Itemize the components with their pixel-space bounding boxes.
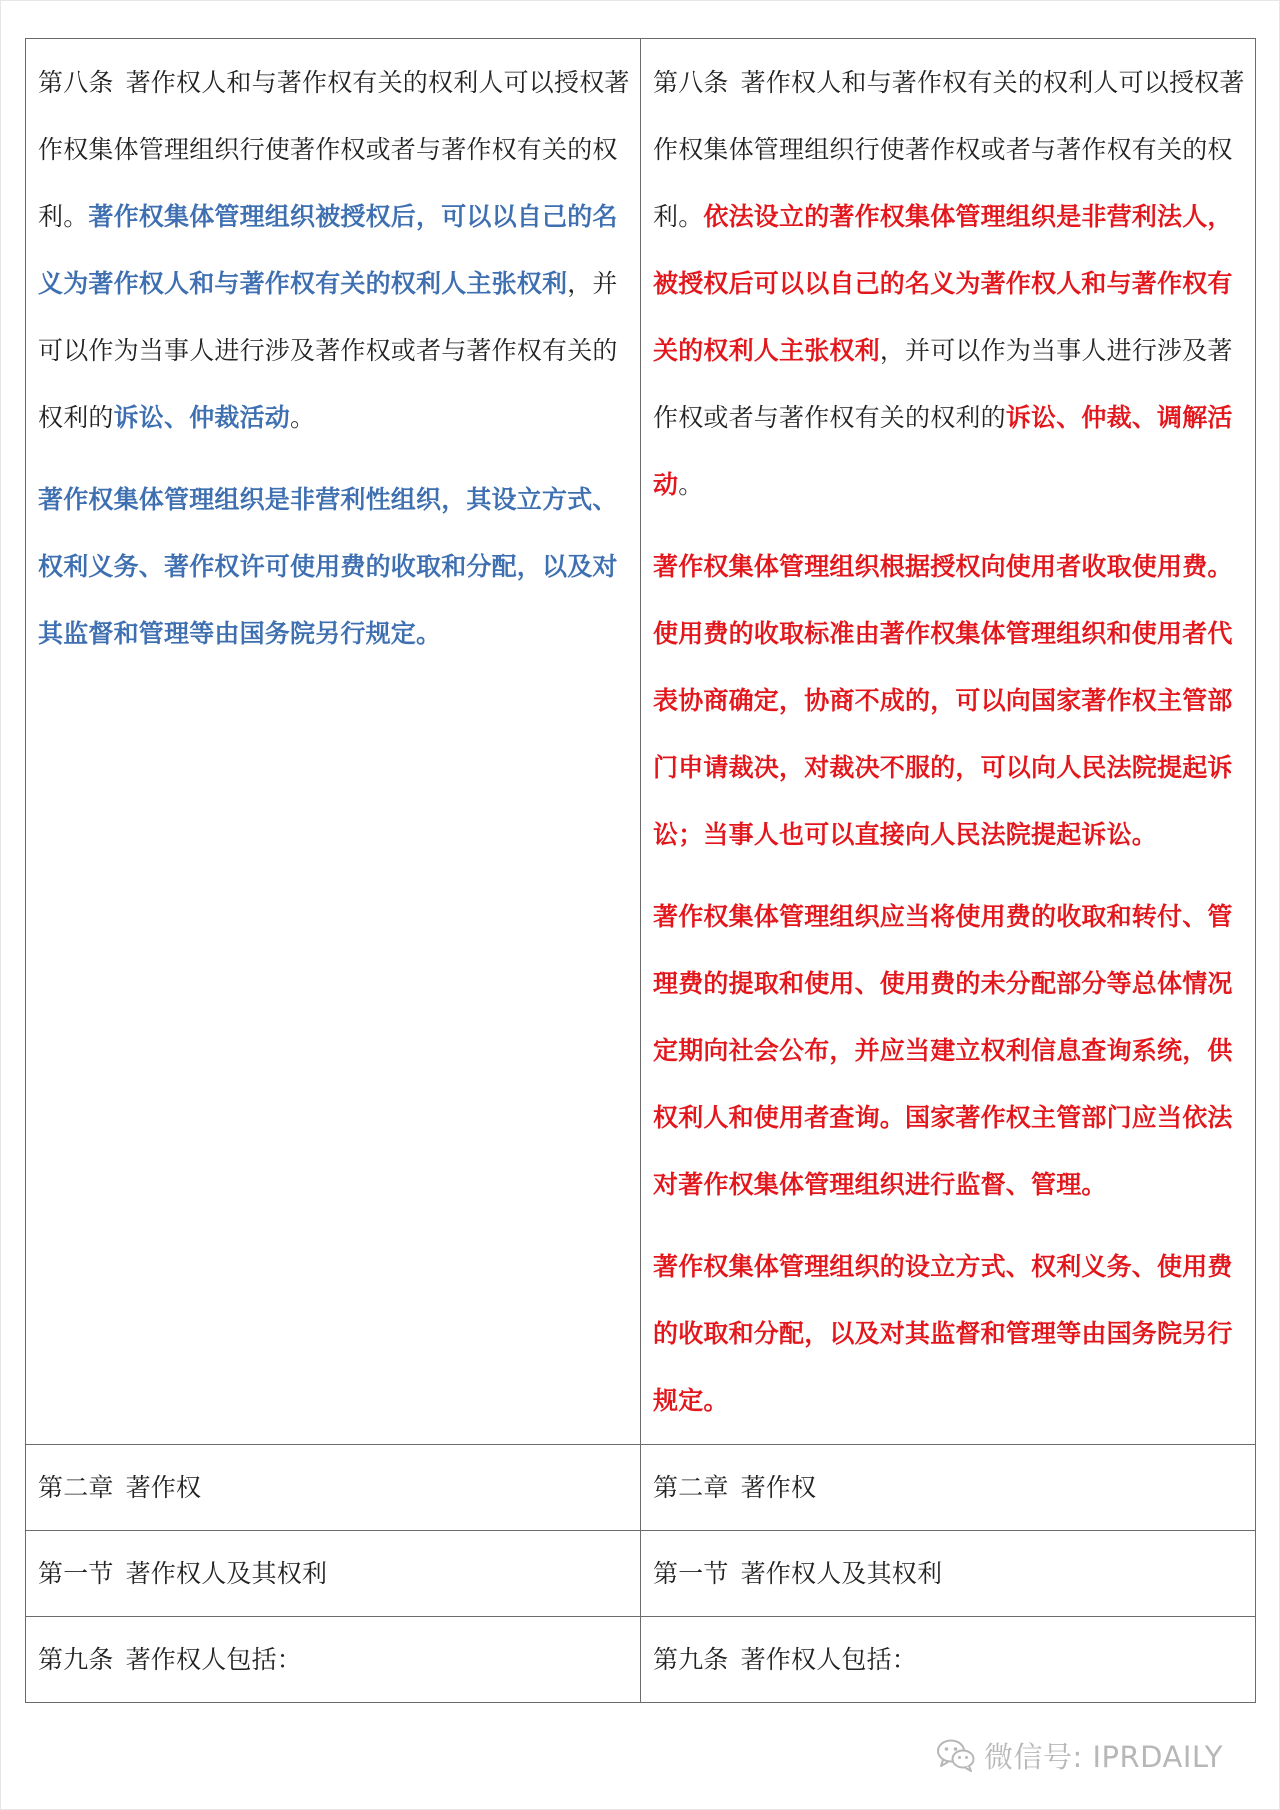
old-chapter-heading: 第二章 著作权 [26,1445,641,1531]
table-row [26,1617,1256,1703]
watermark-text: 微信号: IPRDAILY [984,1739,1223,1774]
highlight-text: 著作权集体管理组织的设立方式、权利义务、使用费的收取和分配，以及对其监督和管理等由国务院另行规定。 [653,1252,1233,1415]
highlight-text: 著作权集体管理组织被授权后，可以以自己的名义为著作权人和与著作权有关的权利人主张权利 [38,202,618,298]
new-version-cell [641,39,1256,1445]
article-paragraph [38,466,630,667]
comparison-table [25,38,1256,1703]
article-paragraph [38,49,630,451]
highlight-text: 著作权集体管理组织是非营利性组织，其设立方式、权利义务、著作权许可使用费的收取和分配，以及对其监督和管理等由国务院另行规定。 [38,485,618,648]
article-text: 。 [678,470,704,499]
old-article-heading: 第九条 著作权人包括： [26,1617,641,1703]
table-row [26,39,1256,1445]
new-section-heading: 第一节 著作权人及其权利 [641,1531,1256,1617]
old-version-cell [26,39,641,1445]
wechat-icon [936,1738,976,1772]
article-text: 。 [290,403,316,432]
article-text: ，并可以作为当事人进行涉及著作权或者与著作权有关的权利的 [653,336,1233,432]
article-paragraph [653,49,1245,518]
article-paragraph [653,533,1245,868]
highlight-text: 依法设立的著作权集体管理组织是非营利法人，被授权后可以以自己的名义为著作权人和与著作权有关的权利人主张权利 [653,202,1233,365]
new-chapter-heading: 第二章 著作权 [641,1445,1256,1531]
article-text: 著作权人和与著作权有关的权利人可以授权著作权集体管理组织行使著作权或者与著作权有关的权利。 [653,68,1245,231]
article-paragraph [653,883,1245,1218]
article-text: ，并可以作为当事人进行涉及著作权或者与著作权有关的权利的 [38,269,618,432]
article-text: 著作权人和与著作权有关的权利人可以授权著作权集体管理组织行使著作权或者与著作权有关的权利。 [38,68,630,231]
article-number: 第八条 [38,68,114,97]
article-number: 第八条 [653,68,729,97]
old-section-heading: 第一节 著作权人及其权利 [26,1531,641,1617]
highlight-text: 著作权集体管理组织根据授权向使用者收取使用费。使用费的收取标准由著作权集体管理组织和使用者代表协商确定，协商不成的，可以向国家著作权主管部门申请裁决，对裁决不服的，可以向人民法院提起诉讼；当事人也可以直接向人民法院提起诉讼。 [653,552,1233,849]
table-row [26,1445,1256,1531]
highlight-text: 著作权集体管理组织应当将使用费的收取和转付、管理费的提取和使用、使用费的未分配部分等总体情况定期向社会公布，并应当建立权利信息查询系统，供权利人和使用者查询。国家著作权主管部门应当依法对著作权集体管理组织进行监督、管理。 [653,902,1233,1199]
highlight-text: 诉讼、仲裁、调解活动 [653,403,1233,499]
watermark [936,1735,1223,1775]
highlight-text: 诉讼、仲裁活动 [113,403,291,432]
table-row [26,1531,1256,1617]
article-paragraph [653,1233,1245,1434]
new-article-heading: 第九条 著作权人包括： [641,1617,1256,1703]
